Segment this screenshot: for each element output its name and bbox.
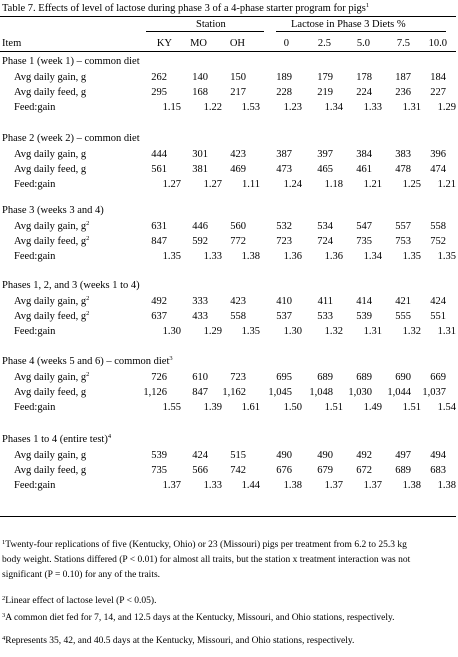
- row-label: [14, 150, 86, 161]
- table-cell: 558: [230, 311, 246, 322]
- table-cell: 465: [317, 164, 333, 175]
- table-cell: 381: [192, 164, 208, 175]
- table-cell: 1.23: [283, 102, 302, 113]
- table-cell: 742: [230, 465, 246, 476]
- table-cell: 1.27: [203, 179, 222, 190]
- table-cell: 473: [276, 164, 292, 175]
- table-cell: 178: [356, 72, 372, 83]
- table-cell: 1,048: [309, 387, 333, 398]
- row-label-text: Avg daily gain, g: [14, 72, 87, 83]
- row-label-text: Feed:gain: [14, 480, 56, 491]
- table-cell: 189: [276, 72, 292, 83]
- table-cell: 478: [395, 164, 411, 175]
- row-label-text: Avg daily feed, g: [14, 465, 87, 476]
- table-cell: 566: [192, 465, 208, 476]
- table-cell: 1.31: [402, 102, 421, 113]
- table-cell: 534: [317, 221, 333, 232]
- table-cell: 301: [192, 149, 208, 160]
- table-cell: 735: [356, 236, 372, 247]
- top-rule: [0, 16, 456, 17]
- table-cell: 1.51: [324, 402, 343, 413]
- row-label-text: Avg daily gain, g: [14, 149, 87, 160]
- title-footnote-mark: 1: [365, 2, 370, 9]
- row-label: [14, 73, 86, 84]
- table-cell: 610: [192, 372, 208, 383]
- lactose-group-header: Lactose in Phase 3 Diets %: [291, 19, 406, 30]
- table-cell: 1.37: [324, 480, 343, 491]
- table-cell: 672: [356, 465, 372, 476]
- table-cell: 847: [151, 236, 167, 247]
- footnote-mark: 2: [86, 295, 90, 302]
- table-cell: 1,126: [143, 387, 167, 398]
- table-cell: 752: [430, 236, 446, 247]
- table-cell: 539: [356, 311, 372, 322]
- lactose-column-header: 7.5: [396, 38, 410, 49]
- table-cell: 537: [276, 311, 292, 322]
- footnote-mark: 4: [2, 635, 6, 642]
- table-cell: 551: [430, 311, 446, 322]
- row-label: [14, 165, 86, 176]
- row-label-text: Feed:gain: [14, 102, 56, 113]
- table-cell: 1,162: [222, 387, 246, 398]
- table-cell: 1.53: [241, 102, 260, 113]
- table-cell: 1.15: [162, 102, 181, 113]
- table-title-text: Table 7. Effects of level of lactose during phase 3 of a 4-phase starter program for pigs: [2, 3, 366, 14]
- row-label: [14, 466, 86, 477]
- table-cell: 560: [230, 221, 246, 232]
- table-cell: 689: [395, 465, 411, 476]
- table-cell: 1.54: [437, 402, 456, 413]
- table-cell: 1.38: [402, 480, 421, 491]
- footnote-text: Linear effect of lactose level (P < 0.05).: [5, 596, 157, 606]
- table-cell: 490: [276, 450, 292, 461]
- station-column-header: KY: [156, 38, 172, 49]
- table-cell: 187: [395, 72, 411, 83]
- footnote-mark: 3: [169, 355, 173, 362]
- table-cell: 1.38: [241, 251, 260, 262]
- table-cell: 723: [230, 372, 246, 383]
- table-cell: 383: [395, 149, 411, 160]
- section-title-text: Phase 4 (weeks 5 and 6) – common diet: [2, 356, 170, 367]
- table-cell: 515: [230, 450, 246, 461]
- table-cell: 492: [151, 296, 167, 307]
- station-column-header: MO: [190, 38, 207, 49]
- table-cell: 1.21: [363, 179, 382, 190]
- table-cell: 387: [276, 149, 292, 160]
- footnote-line: [2, 556, 410, 566]
- table-cell: 1,045: [268, 387, 292, 398]
- table-cell: 1.36: [283, 251, 302, 262]
- table-cell: 397: [317, 149, 333, 160]
- table-cell: 262: [151, 72, 167, 83]
- row-label-text: Avg daily gain, g: [14, 450, 87, 461]
- footnote-line: [2, 614, 395, 624]
- table-cell: 689: [317, 372, 333, 383]
- table-cell: 236: [395, 87, 411, 98]
- table-cell: 1.35: [402, 251, 421, 262]
- table-cell: 1,030: [348, 387, 372, 398]
- table-cell: 469: [230, 164, 246, 175]
- table-cell: 753: [395, 236, 411, 247]
- lactose-column-header: 0: [283, 38, 289, 49]
- table-cell: 494: [430, 450, 446, 461]
- table-cell: 1.38: [283, 480, 302, 491]
- lactose-column-header: 5.0: [356, 38, 370, 49]
- table-cell: 423: [230, 149, 246, 160]
- table-cell: 184: [430, 72, 446, 83]
- table-cell: 1.31: [363, 326, 382, 337]
- row-label-text: Avg daily gain, g: [14, 296, 87, 307]
- row-label: [14, 222, 89, 233]
- table-cell: 444: [151, 149, 167, 160]
- table-bottom-rule: [0, 516, 456, 517]
- table-cell: 150: [230, 72, 246, 83]
- table-cell: 410: [276, 296, 292, 307]
- table-cell: 1.18: [324, 179, 343, 190]
- table-cell: 1.35: [437, 251, 456, 262]
- section-title: [2, 57, 140, 68]
- table-cell: 1.33: [203, 251, 222, 262]
- table-cell: 461: [356, 164, 372, 175]
- row-label-text: Avg daily gain, g: [14, 372, 87, 383]
- row-label: [14, 237, 89, 248]
- footnote-line: [2, 637, 354, 647]
- row-label: [14, 88, 86, 99]
- station-group-header: Station: [196, 19, 226, 30]
- row-label: [14, 403, 55, 414]
- footnote-text: Represents 35, 42, and 40.5 days at the Kentucky, Missouri, and Ohio stations, respectively.: [5, 636, 355, 646]
- row-label-text: Avg daily feed, g: [14, 164, 87, 175]
- table-cell: 490: [317, 450, 333, 461]
- row-label: [14, 373, 89, 384]
- table-cell: 474: [430, 164, 446, 175]
- row-label-text: Avg daily gain, g: [14, 221, 87, 232]
- section-title-text: Phase 1 (week 1) – common diet: [2, 56, 140, 67]
- footnote-mark: 2: [86, 220, 90, 227]
- section-title: [2, 206, 104, 217]
- station-column-header: OH: [229, 38, 245, 49]
- table-cell: 1.34: [363, 251, 382, 262]
- footnote-text: significant (P = 0.10) for any of the traits.: [2, 570, 161, 580]
- table-cell: 1.29: [437, 102, 456, 113]
- section-title-text: Phase 2 (week 2) – common diet: [2, 133, 140, 144]
- table-cell: 547: [356, 221, 372, 232]
- table-cell: 396: [430, 149, 446, 160]
- table-cell: 227: [430, 87, 446, 98]
- section-title-text: Phase 3 (weeks 3 and 4): [2, 205, 104, 216]
- table-cell: 1.21: [437, 179, 456, 190]
- table-cell: 228: [276, 87, 292, 98]
- table-cell: 1.36: [324, 251, 343, 262]
- table-cell: 424: [192, 450, 208, 461]
- table-cell: 224: [356, 87, 372, 98]
- table-cell: 533: [317, 311, 333, 322]
- table-cell: 421: [395, 296, 411, 307]
- row-label-text: Avg daily feed, g: [14, 87, 87, 98]
- table-cell: 1.35: [241, 326, 260, 337]
- section-title: [2, 281, 140, 292]
- footnote-mark: 2: [86, 371, 90, 378]
- table-cell: 631: [151, 221, 167, 232]
- table-cell: 1.31: [437, 326, 456, 337]
- table-cell: 1.25: [402, 179, 421, 190]
- table-cell: 724: [317, 236, 333, 247]
- table-cell: 689: [356, 372, 372, 383]
- row-label: [14, 481, 55, 492]
- table-cell: 1.38: [437, 480, 456, 491]
- row-label: [14, 297, 89, 308]
- table-cell: 424: [430, 296, 446, 307]
- table-cell: 414: [356, 296, 372, 307]
- footnote-line: [2, 541, 407, 551]
- table-cell: 1.39: [203, 402, 222, 413]
- row-label: [14, 180, 55, 191]
- table-cell: 1.49: [363, 402, 382, 413]
- table-cell: 557: [395, 221, 411, 232]
- row-label-text: Avg daily feed, g: [14, 236, 87, 247]
- footnote-text: A common diet fed for 7, 14, and 12.5 days at the Kentucky, Missouri, and Ohio stations, respectively.: [5, 613, 395, 623]
- table-cell: 1.34: [324, 102, 343, 113]
- row-label: [14, 388, 86, 399]
- row-label-text: Feed:gain: [14, 251, 56, 262]
- table-cell: 561: [151, 164, 167, 175]
- item-column-header: Item: [2, 38, 22, 49]
- row-label: [14, 252, 55, 263]
- lactose-group-rule: [276, 31, 446, 32]
- row-label-text: Feed:gain: [14, 402, 56, 413]
- table-title: [2, 4, 369, 15]
- table-cell: 1.32: [324, 326, 343, 337]
- footnote-mark: 3: [2, 612, 6, 619]
- table-cell: 1.51: [402, 402, 421, 413]
- table-cell: 772: [230, 236, 246, 247]
- lactose-column-header: 10.0: [428, 38, 447, 49]
- row-label: [14, 451, 86, 462]
- table-cell: 592: [192, 236, 208, 247]
- table-cell: 558: [430, 221, 446, 232]
- table-cell: 723: [276, 236, 292, 247]
- table-cell: 735: [151, 465, 167, 476]
- row-label-text: Feed:gain: [14, 326, 56, 337]
- table-cell: 669: [430, 372, 446, 383]
- row-label-text: Avg daily feed, g: [14, 387, 87, 398]
- table-cell: 411: [317, 296, 333, 307]
- table-cell: 1.29: [203, 326, 222, 337]
- table-cell: 140: [192, 72, 208, 83]
- section-title-text: Phases 1 to 4 (entire test): [2, 434, 108, 445]
- section-title-text: Phases 1, 2, and 3 (weeks 1 to 4): [2, 280, 140, 291]
- table-cell: 1.44: [241, 480, 260, 491]
- section-title: [2, 134, 140, 145]
- table-cell: 1.24: [283, 179, 302, 190]
- row-label: [14, 103, 55, 114]
- table-cell: 1.33: [363, 102, 382, 113]
- table-cell: 683: [430, 465, 446, 476]
- table-cell: 532: [276, 221, 292, 232]
- table-cell: 1.50: [283, 402, 302, 413]
- footnote-line: [2, 597, 156, 607]
- table-cell: 1.22: [203, 102, 222, 113]
- table-cell: 1,044: [387, 387, 411, 398]
- table-cell: 217: [230, 87, 246, 98]
- footnote-line: [2, 571, 160, 581]
- table-cell: 1.30: [162, 326, 181, 337]
- table-cell: 1.61: [241, 402, 260, 413]
- table-cell: 1.30: [283, 326, 302, 337]
- section-title: [2, 357, 173, 368]
- table-cell: 690: [395, 372, 411, 383]
- table-cell: 1.11: [242, 179, 260, 190]
- table-cell: 446: [192, 221, 208, 232]
- table-cell: 295: [151, 87, 167, 98]
- table-cell: 1.33: [203, 480, 222, 491]
- table-cell: 179: [317, 72, 333, 83]
- row-label-text: Avg daily feed, g: [14, 311, 87, 322]
- table-cell: 539: [151, 450, 167, 461]
- footnote-mark: 1: [2, 539, 6, 546]
- table-cell: 1.27: [162, 179, 181, 190]
- footnote-text: Twenty-four replications of five (Kentucky, Ohio) or 23 (Missouri) pigs per treatment from 6.2 to 25.3 kg: [5, 540, 407, 550]
- footnote-text: body weight. Stations differed (P < 0.01) for almost all traits, but the station x treatment interaction was not: [2, 555, 411, 565]
- footnote-mark: 2: [2, 595, 6, 602]
- footnote-mark: 2: [86, 310, 90, 317]
- table-cell: 384: [356, 149, 372, 160]
- table-cell: 423: [230, 296, 246, 307]
- table-cell: 1.35: [162, 251, 181, 262]
- table-cell: 555: [395, 311, 411, 322]
- table-cell: 219: [317, 87, 333, 98]
- table-cell: 847: [192, 387, 208, 398]
- row-label: [14, 312, 89, 323]
- station-group-rule: [146, 31, 264, 32]
- table-cell: 1.37: [162, 480, 181, 491]
- table-cell: 637: [151, 311, 167, 322]
- row-label: [14, 327, 55, 338]
- table-cell: 1.37: [363, 480, 382, 491]
- table-cell: 333: [192, 296, 208, 307]
- table-cell: 492: [356, 450, 372, 461]
- row-label-text: Feed:gain: [14, 179, 56, 190]
- footnote-mark: 4: [107, 433, 112, 440]
- lactose-column-header: 2.5: [317, 38, 331, 49]
- table-cell: 168: [192, 87, 208, 98]
- table-cell: 676: [276, 465, 292, 476]
- table-cell: 1,037: [422, 387, 446, 398]
- table-cell: 1.32: [402, 326, 421, 337]
- table-cell: 497: [395, 450, 411, 461]
- table-cell: 679: [317, 465, 333, 476]
- section-title: [2, 435, 111, 446]
- table-cell: 1.55: [162, 402, 181, 413]
- header-bottom-rule: [0, 51, 456, 52]
- table-cell: 433: [192, 311, 208, 322]
- table-cell: 695: [276, 372, 292, 383]
- table-cell: 726: [151, 372, 167, 383]
- footnote-mark: 2: [86, 235, 90, 242]
